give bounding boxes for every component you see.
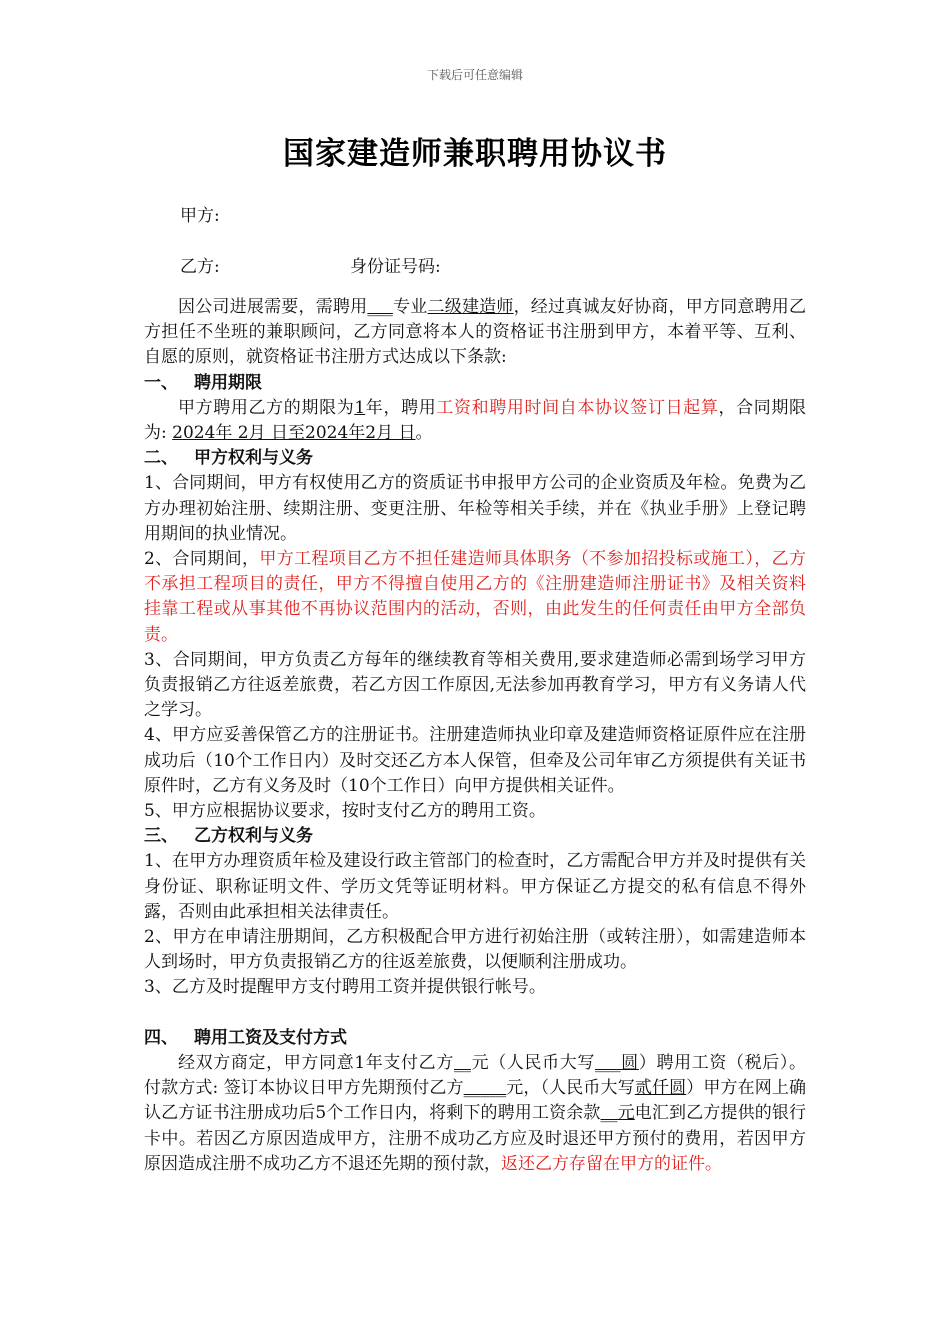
highlight-text: 甲方工程项目乙方不担任建造师具体职务（不参加招投标或施工），乙方不承担工程项目的责任，甲方不得擅自使用乙方的《注册建造师注册证书》及相关资料挂靠工程或从事其他不再协议范围内的活动，否则，由此发生的任何责任由甲方全部负责。 [144, 549, 806, 645]
clause: 3、合同期间，甲方负责乙方每年的继续教育等相关费用,要求建造师必需到场学习甲方负责报销乙方往返差旅费，若乙方因工作原因,无法参加再教育学习，甲方有义务请人代之学习。 [144, 649, 806, 721]
id-number-label: 身份证号码: [350, 257, 441, 277]
years-field: 1 [354, 397, 366, 418]
highlight-text: 返还乙方存留在甲方的证件。 [501, 1153, 722, 1174]
blank-field: __ [453, 1052, 471, 1073]
period-field: 2024年 2月 日至2024年2月 日 [172, 423, 416, 444]
section-heading: 二、 甲方权利与义务 [144, 448, 313, 469]
intro-paragraph: 因公司进展需要，需聘用___专业二级建造师，经过真诚友好协商，甲方同意聘用乙方担任不坐班的兼职顾问，乙方同意将本人的资格证书注册到甲方，本着平等、互利、自愿的原则，就资格证书注册方式达成以下条款: [144, 297, 807, 368]
header-note: 下载后可任意编辑 [426, 68, 523, 82]
clause: 5、甲方应根据协议要求，按时支付乙方的聘用工资。 [144, 801, 546, 822]
section-heading: 四、 聘用工资及支付方式 [144, 1027, 347, 1048]
clause: 2、甲方在申请注册期间，乙方积极配合甲方进行初始注册（或转注册），如需建造师本人到场时，甲方负责报销乙方的往返差旅费，以便顺利注册成功。 [144, 927, 806, 973]
blank-field: _____ [463, 1078, 507, 1099]
term-paragraph: 甲方聘用乙方的期限为1年，聘用工资和聘用时间自本协议签订日起算，合同期限为: 2024年 2月 日至2024年2月 日。 [144, 397, 807, 444]
party-a-label: 甲方: [180, 206, 220, 226]
clause: 3、乙方及时提醒甲方支付聘用工资并提供银行帐号。 [144, 977, 546, 998]
clause: 1、合同期间，甲方有权使用乙方的资质证书申报甲方公司的企业资质及年检。免费为乙方办理初始注册、续期注册、变更注册、年检等相关手续，并在《执业手册》上登记聘用期间的执业情况。 [144, 473, 806, 544]
blank-field: ___ [367, 297, 393, 317]
agreement-body [144, 295, 806, 1177]
payment-paragraph: 经双方商定，甲方同意1年支付乙方__元（人民币大写___圆）聘用工资（税后）。 付款方式: 签订本协议日甲方先期预付乙方_____元，（人民币大写贰仟圆）甲方在网上确认乙方证书注册成功后5个工作日内，将剩下的聘用工资余款__元电汇到乙方提供的银行卡中。若因乙方原因造成甲方，注册不成功乙方应及时退还甲方预付的费用，若因甲方原因造成注册不成功乙方不退还先期的预付款，返还乙方存留在甲方的证件。 [144, 1052, 807, 1174]
blank-field: ___圆 [595, 1052, 639, 1073]
clause: 2、合同期间，甲方工程项目乙方不担任建造师具体职务（不参加招投标或施工），乙方不承担工程项目的责任，甲方不得擅自使用乙方的《注册建造师注册证书》及相关资料挂靠工程或从事其他不再协议范围内的活动，否则，由此发生的任何责任由甲方全部负责。 [144, 549, 806, 645]
highlight-text: 工资和聘用时间自本协议签订日起算 [436, 397, 719, 418]
clause: 1、在甲方办理资质年检及建设行政主管部门的检查时，乙方需配合甲方并及时提供有关身份证、职称证明文件、学历文凭等证明材料。甲方保证乙方提交的私有信息不得外露，否则由此承担相关法律责任。 [144, 851, 806, 922]
major-field: 二级建造师 [427, 297, 514, 317]
blank-field: __元 [600, 1103, 635, 1124]
amount-words-field: 贰仟圆 [634, 1078, 687, 1099]
document-title: 国家建造师兼职聘用协议书 [283, 136, 667, 172]
section-heading: 三、 乙方权利与义务 [144, 826, 313, 847]
party-b-label: 乙方: [180, 257, 220, 277]
clause: 4、甲方应妥善保管乙方的注册证书。注册建造师执业印章及建造师资格证原件应在注册成功后（10个工作日内）及时交还乙方本人保管，但牵及公司年审乙方须提供有关证书原件时，乙方有义务及时（10个工作日）向甲方提供相关证件。 [144, 725, 806, 796]
section-heading: 一、 聘用期限 [144, 372, 262, 393]
